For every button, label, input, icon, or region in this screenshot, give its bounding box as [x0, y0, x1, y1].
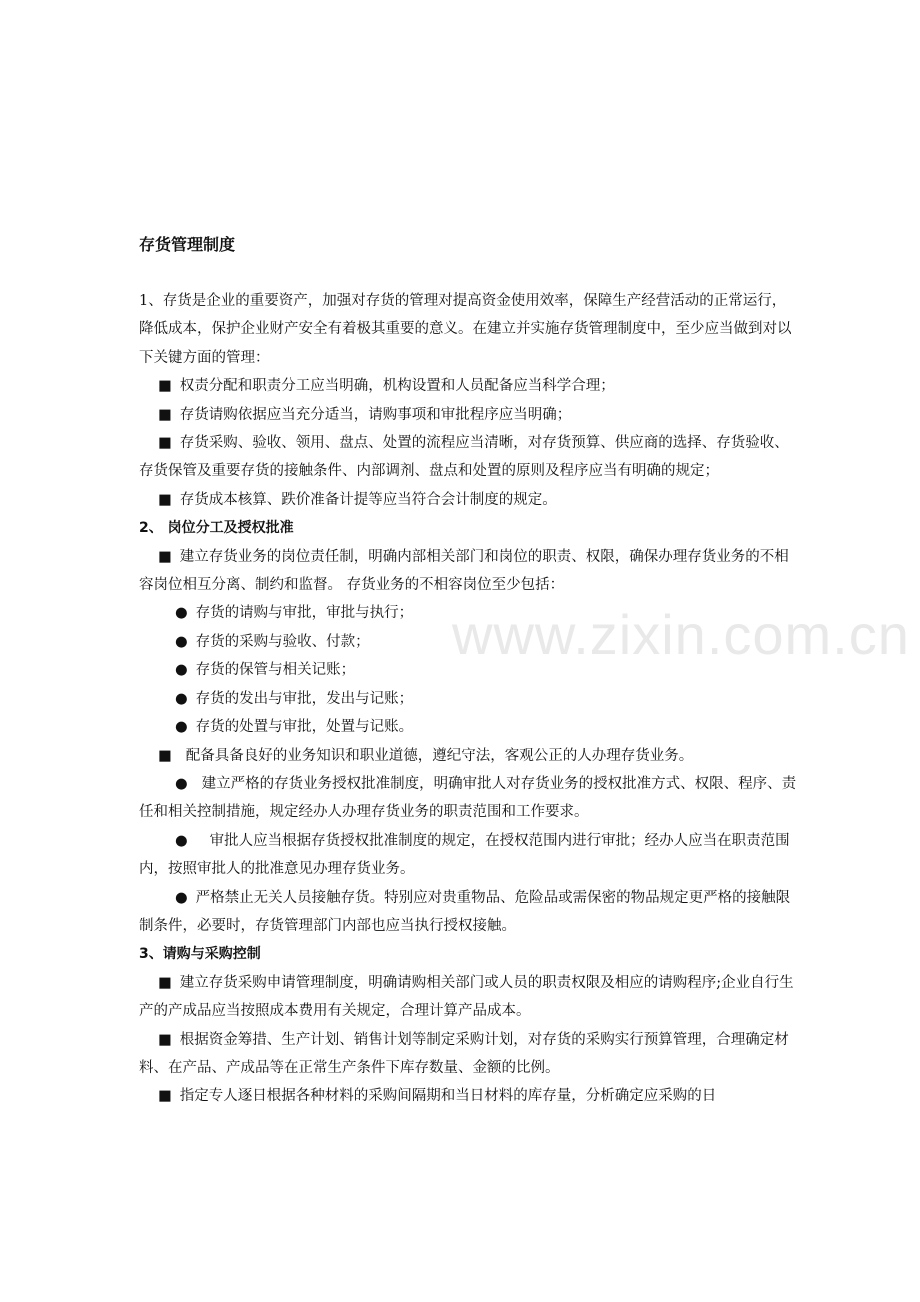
list-item-text: 存货的保管与相关记账； [195, 662, 356, 679]
list-item [139, 429, 799, 486]
square-bullet-icon: ■ [158, 491, 172, 508]
square-bullet-icon: ■ [158, 1031, 172, 1048]
intro-paragraph: 1、存货是企业的重要资产，加强对存货的管理对提高资金使用效率，保障生产经营活动的正常运行，降低成本，保护企业财产安全有着极其重要的意义。在建立并实施存货管理制度中，至少应当做到对以下关键方面的管理： [139, 293, 792, 366]
list-item-text: 指定专人逐日根据各种材料的采购间隔期和当日材料的库存量，分析确定应采购的日 [179, 1088, 717, 1105]
round-bullet-icon: ● [175, 889, 188, 906]
list-item-text: 存货的采购与验收、付款； [195, 633, 370, 650]
square-bullet-icon: ■ [158, 1088, 172, 1105]
list-item [139, 884, 799, 941]
list-item-text: 存货的处置与审批，处置与记账。 [195, 719, 414, 736]
round-bullet-icon: ● [175, 605, 188, 622]
round-bullet-icon: ● [175, 690, 188, 707]
list-item [139, 827, 799, 884]
list-item [139, 713, 799, 741]
list-item [139, 486, 799, 514]
list-item-text: 建立严格的存货业务授权批准制度，明确审批人对存货业务的授权批准方式、权限、程序、责任和相关控制措施，规定经办人办理存货业务的职责范围和工作要求。 [139, 775, 797, 821]
list-item-text: 严格禁止无关人员接触存货。特别应对贵重物品、危险品或需保密的物品规定更严格的接触限制条件，必要时，存货管理部门内部也应当执行授权接触。 [139, 889, 791, 934]
square-bullet-icon: ■ [158, 747, 172, 764]
round-bullet-icon: ● [175, 719, 188, 736]
list-item [139, 1026, 799, 1083]
section-heading-3: 3、请购与采购控制 [139, 946, 261, 963]
list-item-text: 配备具备良好的业务知识和职业道德，遵纪守法，客观公正的人办理存货业务。 [185, 747, 694, 764]
list-item-text: 建立存货业务的岗位责任制，明确内部相关部门和岗位的职责、权限，确保办理存货业务的不相容岗位相互分离、制约和监督。 存货业务的不相容岗位至少包括： [139, 548, 789, 594]
list-item [139, 401, 799, 429]
square-bullet-icon: ■ [158, 548, 172, 565]
list-item [139, 543, 799, 600]
round-bullet-icon: ● [175, 832, 188, 849]
square-bullet-icon: ■ [158, 974, 172, 991]
list-item [139, 628, 799, 656]
list-item-text: 审批人应当根据存货授权批准制度的规定，在授权范围内进行审批；经办人应当在职责范围内，按照审批人的批准意见办理存货业务。 [139, 832, 790, 878]
list-item [139, 969, 799, 1026]
list-item-text: 存货成本核算、跌价准备计提等应当符合会计制度的规定。 [179, 491, 557, 508]
list-item-text: 根据资金筹措、生产计划、销售计划等制定采购计划，对存货的采购实行预算管理，合理确定材料、在产品、产成品等在正常生产条件下库存数量、金额的比例。 [139, 1031, 789, 1076]
list-item-text: 存货采购、验收、领用、盘点、处置的流程应当清晰，对存货预算、供应商的选择、存货验收、存货保管及重要存货的接触条件、内部调剂、盘点和处置的原则及程序应当有明确的规定； [139, 435, 789, 480]
list-item [139, 1082, 799, 1110]
list-item-text: 建立存货采购申请管理制度，明确请购相关部门或人员的职责权限及相应的请购程序;企业自行生产的产成品应当按照成本费用有关规定，合理计算产品成本。 [139, 974, 794, 1020]
list-item-text: 存货的请购与审批，审批与执行； [195, 605, 414, 622]
list-item-text: 存货请购依据应当充分适当，请购事项和审批程序应当明确； [179, 406, 572, 423]
square-bullet-icon: ■ [158, 378, 172, 395]
list-item [139, 742, 799, 770]
list-item [139, 656, 799, 684]
watermark-text: www.zixin.com.cn [452, 603, 910, 666]
round-bullet-icon: ● [175, 775, 188, 792]
list-item-text: 权责分配和职责分工应当明确，机构设置和人员配备应当科学合理； [179, 378, 615, 395]
list-item-text: 存货的发出与审批，发出与记账； [195, 690, 414, 707]
list-item [139, 770, 799, 827]
document-body [139, 287, 799, 1111]
square-bullet-icon: ■ [158, 406, 172, 423]
list-item [139, 372, 799, 400]
list-item [139, 685, 799, 713]
section-heading-2: 2、 岗位分工及授权批准 [139, 520, 294, 537]
square-bullet-icon: ■ [158, 435, 172, 452]
round-bullet-icon: ● [175, 662, 188, 679]
round-bullet-icon: ● [175, 633, 188, 650]
list-item [139, 599, 799, 627]
page-title: 存货管理制度 [139, 235, 236, 254]
